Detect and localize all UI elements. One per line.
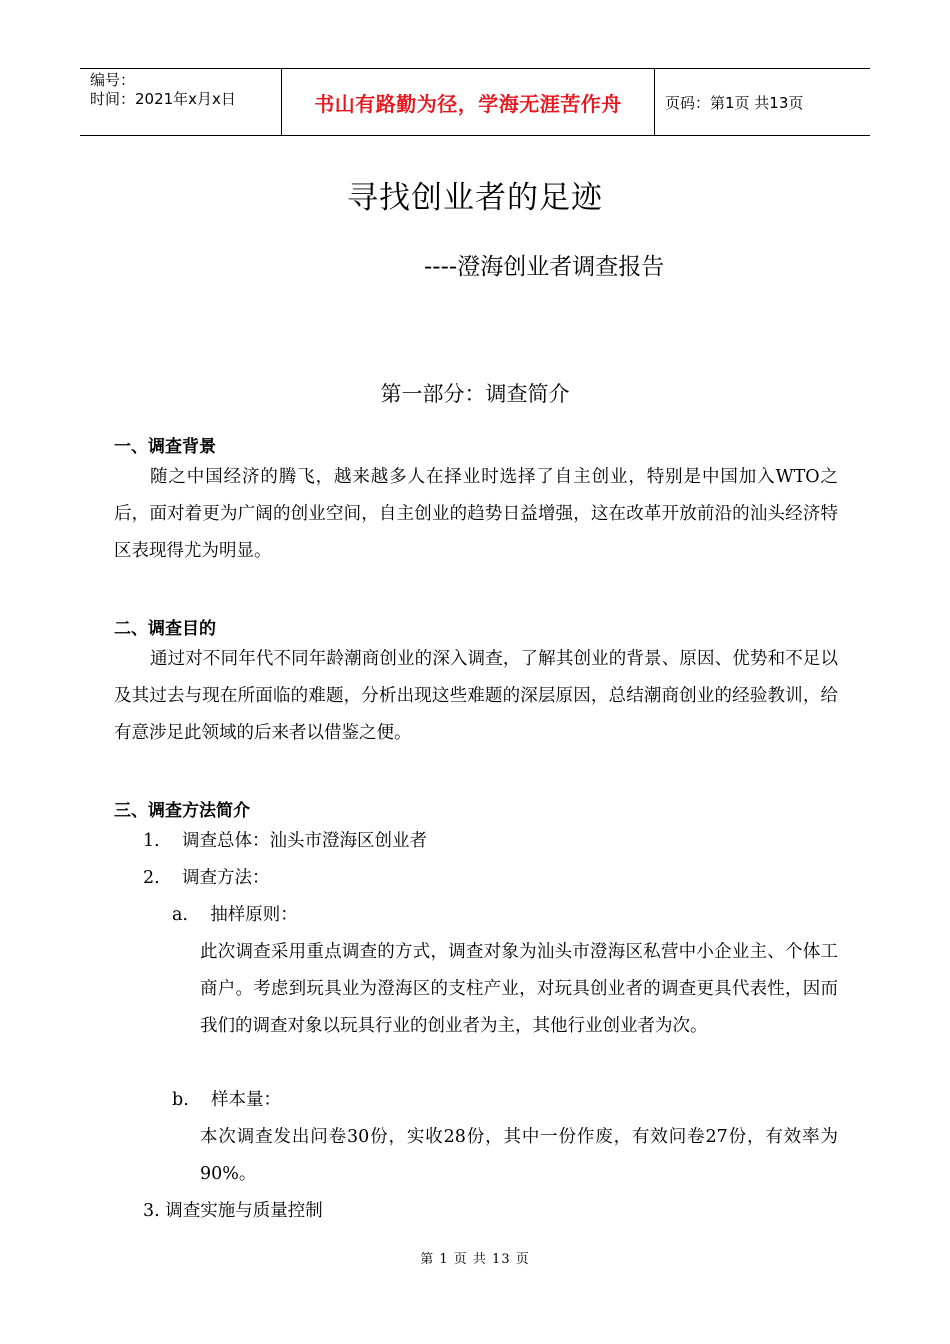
sample-size-text: 本次调查发出问卷30份，实收28份，其中一份作废，有效问卷27份，有效率为90%。 bbox=[200, 1127, 838, 1184]
section-heading-background: 一、调查背景 bbox=[114, 437, 216, 457]
sub-item-sample-size: b. 样本量： bbox=[172, 1090, 282, 1110]
section-heading-methods: 三、调查方法简介 bbox=[114, 801, 250, 821]
section-text-purpose: 通过对不同年代不同年龄潮商创业的深入调查，了解其创业的背景、原因、优势和不足以及其过去与现在所面临的难题，分析出现这些难题的深层原因，总结潮商创业的经验教训，给有意涉足此领域的后来者以借鉴之便。 bbox=[114, 649, 838, 743]
header-motto-cell bbox=[281, 69, 655, 135]
sub-item-sampling: a. 抽样原则： bbox=[172, 905, 298, 925]
document-title: 寻找创业者的足迹 bbox=[347, 180, 603, 216]
list-item-population: 1. 调查总体：汕头市澄海区创业者 bbox=[143, 831, 427, 851]
document-subtitle: ----澄海创业者调查报告 bbox=[424, 254, 665, 280]
header-page-info: 页码：第1页 共13页 bbox=[665, 93, 804, 112]
time-label: 时间：2021年x月x日 bbox=[90, 90, 236, 108]
list-item-method: 2. 调查方法： bbox=[143, 868, 270, 888]
page-footer: 第 1 页 共 13 页 bbox=[420, 1252, 530, 1267]
code-label: 编号： bbox=[90, 71, 136, 89]
page-header bbox=[80, 68, 870, 136]
header-motto: 书山有路勤为径，学海无涯苦作舟 bbox=[314, 91, 622, 116]
header-meta bbox=[80, 69, 281, 135]
section-heading-purpose: 二、调查目的 bbox=[114, 619, 216, 639]
list-item-quality-control: 3. 调查实施与质量控制 bbox=[143, 1201, 323, 1221]
section-text-background: 随之中国经济的腾飞，越来越多人在择业时选择了自主创业，特别是中国加入WTO之后，面对着更为广阔的创业空间，自主创业的趋势日益增强，这在改革开放前沿的汕头经济特区表现得尤为明显。 bbox=[114, 467, 838, 561]
sampling-text: 此次调查采用重点调查的方式，调查对象为汕头市澄海区私营中小企业主、个体工商户。考虑到玩具业为澄海区的支柱产业，对玩具创业者的调查更具代表性，因而我们的调查对象以玩具行业的创业者为主，其他行业创业者为次。 bbox=[200, 942, 838, 1036]
part-title: 第一部分：调查简介 bbox=[380, 382, 570, 406]
